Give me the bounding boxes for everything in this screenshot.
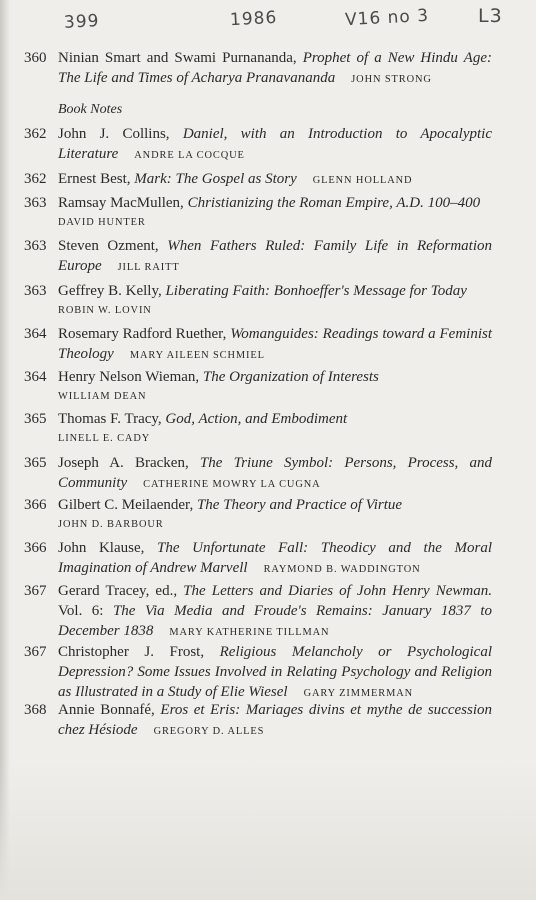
page-number: 360 xyxy=(24,50,47,66)
entry-reviewer: LINELL E. CADY xyxy=(58,433,151,444)
entry-author: Gilbert C. Meilaender, xyxy=(58,497,194,513)
entry-text xyxy=(58,48,492,90)
entry-title: Mark: The Gospel as Story xyxy=(134,171,297,187)
entry-author: Thomas F. Tracy, xyxy=(58,411,162,427)
entry-title: Eros et Eris: Mariages divins et mythe de succession chez Hésiode xyxy=(58,702,492,738)
entry-title: Prophet of a New Hindu Age: The Life and Times of Acharya Pranavananda xyxy=(58,50,492,86)
entry-text xyxy=(58,642,492,704)
page-number: 362 xyxy=(24,126,47,142)
entry-author: John Klause, xyxy=(58,540,145,556)
entry-text xyxy=(58,236,492,278)
page-number: 366 xyxy=(24,540,47,556)
entry-author: Henry Nelson Wieman, xyxy=(58,369,200,385)
page-number: 364 xyxy=(24,326,47,342)
section-heading: Book Notes xyxy=(58,102,123,117)
entry-reviewer: GARY ZIMMERMAN xyxy=(303,688,414,699)
page-number: 367 xyxy=(24,644,47,660)
page-number: 364 xyxy=(24,369,47,385)
handwritten-note: 1986 xyxy=(229,7,278,31)
entry-author: Ramsay MacMullen, xyxy=(58,195,184,211)
page-number: 367 xyxy=(24,583,47,599)
handwritten-note: 399 xyxy=(63,11,100,33)
entry-title: The Letters and Diaries of John Henry Newman. xyxy=(183,583,493,599)
entry-text xyxy=(58,367,492,407)
page-number: 363 xyxy=(24,238,47,254)
handwritten-note: L3 xyxy=(478,5,503,27)
entry-title: The Theory and Practice of Virtue xyxy=(196,497,403,513)
entry-author: Geffrey B. Kelly, xyxy=(58,283,162,299)
entry-reviewer: JOHN D. BARBOUR xyxy=(58,519,164,530)
entry-reviewer: MARY KATHERINE TILLMAN xyxy=(169,627,330,638)
entry-author: Gerard Tracey, ed., xyxy=(58,583,178,599)
entry-text xyxy=(58,169,492,191)
page-number: 368 xyxy=(24,702,47,718)
entry-subtitle: The Via Media and Froude's Remains: January 1837 to December 1838 xyxy=(58,603,492,639)
entry-author: Annie Bonnafé, xyxy=(58,702,155,718)
entry-author: John J. Collins, xyxy=(58,126,170,142)
page-number: 363 xyxy=(24,283,47,299)
entry-reviewer: WILLIAM DEAN xyxy=(58,391,147,402)
entry-text xyxy=(58,495,492,535)
entry-reviewer: CATHERINE MOWRY LA CUGNA xyxy=(143,479,321,490)
entry-title: The Unfortunate Fall: Theodicy and the Moral Imagination of Andrew Marvell xyxy=(58,540,492,576)
handwritten-annotations xyxy=(0,0,536,44)
entry-title: Womanguides: Readings toward a Feminist Theology xyxy=(58,326,492,362)
entry-title: Christianizing the Roman Empire, A.D. 100–400 xyxy=(187,195,481,211)
entry-text xyxy=(58,124,492,166)
entry-author: Steven Ozment, xyxy=(58,238,159,254)
entry-title: God, Action, and Embodiment xyxy=(165,411,348,427)
page-number: 363 xyxy=(24,195,47,211)
entry-title: The Triune Symbol: Persons, Process, and Community xyxy=(58,455,493,491)
entry-title: Daniel, with an Introduction to Apocalyptic Literature xyxy=(58,126,492,162)
entry-text xyxy=(58,538,492,580)
entry-text xyxy=(58,581,492,643)
entry-title: Religious Melancholy or Psychological Depression? Some Issues Involved in Relating Psychology and Religion as Illustrated in a Study of Elie Wiesel xyxy=(58,644,493,700)
entry-title: When Fathers Ruled: Family Life in Reformation Europe xyxy=(58,238,493,274)
entry-reviewer: GREGORY D. ALLES xyxy=(153,726,265,737)
entry-author: Joseph A. Bracken, xyxy=(58,455,189,471)
entry-reviewer: JILL RAITT xyxy=(117,262,180,273)
entry-title: The Organization of Interests xyxy=(202,369,379,385)
entry-reviewer: ANDRE LA COCQUE xyxy=(134,150,245,161)
entry-text xyxy=(58,700,492,742)
entry-author: Christopher J. Frost, xyxy=(58,644,205,660)
page-number: 366 xyxy=(24,497,47,513)
entry-reviewer: RAYMOND B. WADDINGTON xyxy=(263,564,421,575)
entry-text xyxy=(58,453,492,495)
page-bottom-shade xyxy=(0,760,536,900)
entry-reviewer: JOHN STRONG xyxy=(351,74,432,85)
entry-text xyxy=(58,409,492,449)
entry-author: Rosemary Radford Ruether, xyxy=(58,326,227,342)
entry-reviewer: GLENN HOLLAND xyxy=(312,175,413,186)
entry-reviewer: MARY AILEEN SCHMIEL xyxy=(129,350,265,361)
entry-text xyxy=(58,281,492,321)
entry-author: Ernest Best, xyxy=(58,171,131,187)
handwritten-note: V16 no 3 xyxy=(344,5,430,31)
page-number: 362 xyxy=(24,171,47,187)
entry-text xyxy=(58,324,492,366)
entry-author: Ninian Smart and Swami Purnananda, xyxy=(58,50,297,66)
page-number: 365 xyxy=(24,455,47,471)
entry-reviewer: ROBIN W. LOVIN xyxy=(58,305,152,316)
entry-reviewer: DAVID HUNTER xyxy=(58,217,146,228)
entry-volume: Vol. 6: xyxy=(58,603,104,619)
entry-text xyxy=(58,193,492,233)
page-number: 365 xyxy=(24,411,47,427)
entry-title: Liberating Faith: Bonhoeffer's Message for Today xyxy=(165,283,467,299)
